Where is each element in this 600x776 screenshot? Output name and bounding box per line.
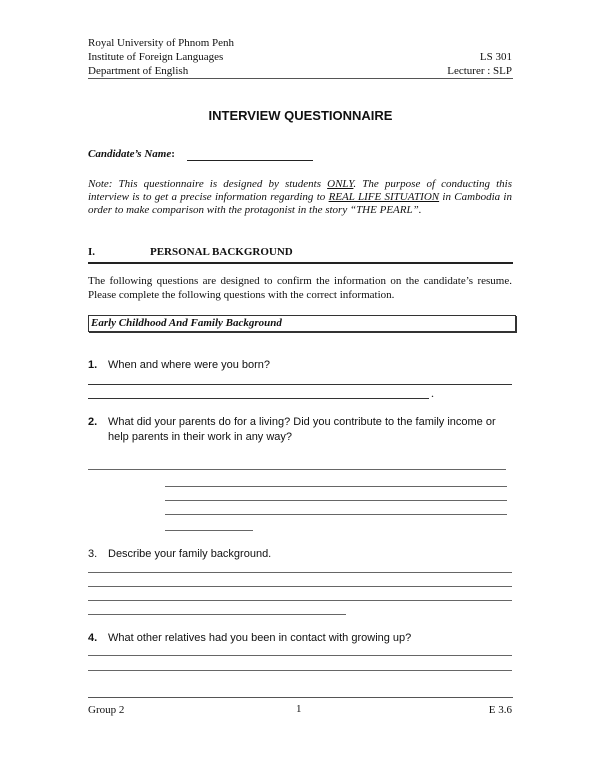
answer-line[interactable]: [88, 600, 512, 601]
header-course: LS 301: [479, 51, 512, 63]
candidate-name-field[interactable]: [187, 160, 313, 161]
footer-code: E 3.6: [488, 704, 512, 716]
section-intro: The following questions are designed to confirm the information on the candidate’s resume. Please complete the following questions with the correct information.: [88, 275, 512, 301]
answer-line[interactable]: [165, 514, 507, 515]
header-rule: [88, 78, 513, 79]
question-2-number: 2.: [88, 416, 98, 428]
section-rule: [88, 262, 513, 264]
question-1-number: 1.: [88, 359, 98, 371]
question-4-text: What other relatives had you been in contact with growing up?: [108, 632, 412, 644]
answer-line[interactable]: [88, 586, 512, 587]
section-title: PERSONAL BACKGROUND: [150, 246, 293, 258]
question-4-number: 4.: [88, 632, 98, 644]
answer-line[interactable]: [88, 572, 512, 573]
section-number: I.: [88, 246, 96, 258]
header-institute: Institute of Foreign Languages: [88, 51, 224, 63]
answer-line[interactable]: [88, 398, 429, 399]
page-title: INTERVIEW QUESTIONNAIRE: [208, 108, 393, 123]
footer-rule: [88, 697, 513, 698]
header-lecturer: Lecturer : SLP: [447, 65, 512, 77]
answer-line[interactable]: [88, 469, 506, 470]
page-number: 1: [296, 703, 302, 715]
question-2-text: What did your parents do for a living? Did you contribute to the family income or help parents in their work in any way?: [108, 416, 496, 443]
answer-line[interactable]: [88, 670, 512, 671]
note-text-2: . The purpose of conducting this interview is to get a precise information regarding to: [88, 178, 512, 203]
answer-line[interactable]: [165, 486, 507, 487]
candidate-name-colon: :: [171, 148, 175, 160]
note-text-1: Note: This questionnaire is designed by students: [88, 178, 328, 190]
period-mark: .: [431, 386, 434, 400]
footer-group: Group 2: [88, 704, 125, 716]
note-real-life: REAL LIFE SITUATION: [328, 191, 440, 203]
subsection-box: [88, 315, 516, 332]
answer-line[interactable]: [165, 530, 253, 531]
answer-line[interactable]: [88, 655, 512, 656]
candidate-name-row: [88, 148, 175, 160]
answer-line[interactable]: [165, 500, 507, 501]
note-paragraph: [88, 178, 512, 217]
answer-line[interactable]: [88, 384, 512, 385]
header-university: Royal University of Phnom Penh: [88, 37, 235, 49]
question-1-text: When and where were you born?: [108, 359, 271, 371]
question-3-number: 3.: [88, 548, 98, 560]
subsection-title: Early Childhood And Family Background: [91, 317, 282, 329]
candidate-name-label: Candidate’s Name: [88, 148, 172, 160]
header-department: Department of English: [88, 65, 189, 77]
note-text-3: in Cambodia in order to make comparison with the protagonist in the story “THE PEARL”.: [88, 191, 512, 216]
answer-line[interactable]: [88, 614, 346, 615]
question-3-text: Describe your family background.: [108, 548, 272, 560]
note-only: ONLY: [327, 178, 354, 190]
